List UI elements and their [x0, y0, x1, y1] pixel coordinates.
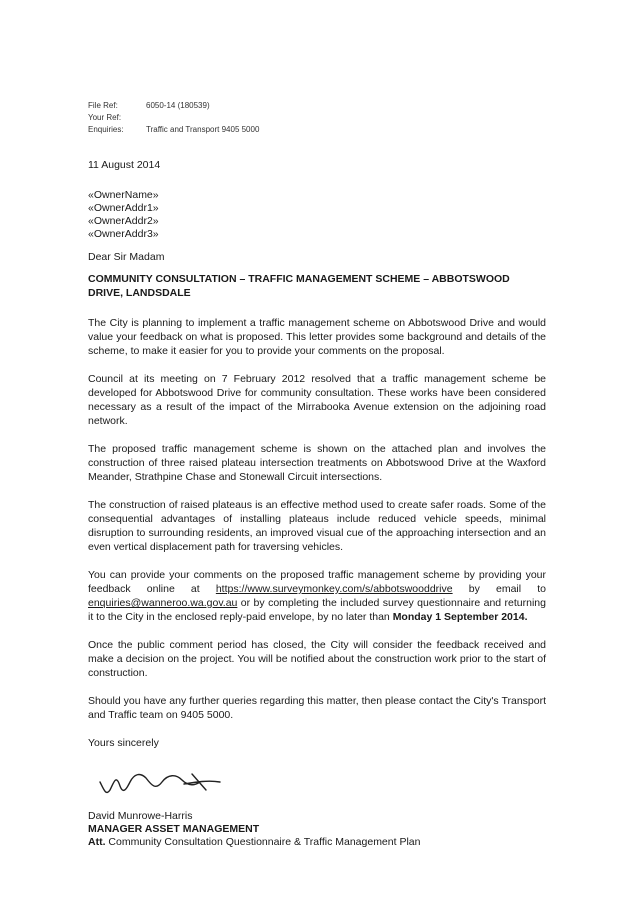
attachment-line: [88, 836, 546, 849]
deadline-date: Monday 1 September 2014.: [392, 611, 528, 623]
attachment-text: Community Consultation Questionnaire & Traffic Management Plan: [105, 836, 421, 848]
attachment-label: Att.: [88, 836, 106, 848]
paragraph-council: Council at its meeting on 7 February 2012 resolved that a traffic management scheme be developed for Abbotswood Drive for community consultation. These works have been considered necessary as a result of the impact of the Mirrabooka Avenue extension on the adjoining road network.: [88, 373, 546, 427]
paragraph-decision: Once the public comment period has closed, the City will consider the feedback received and make a decision on the project. You will be notified about the construction work prior to the start of construction.: [88, 639, 546, 679]
closing: Yours sincerely: [88, 737, 159, 749]
signature-image: [96, 760, 226, 804]
address-line-1: «OwnerAddr1»: [88, 202, 159, 214]
email-link[interactable]: enquiries@wanneroo.wa.gov.au: [88, 597, 238, 609]
enquiries-label: Enquiries:: [88, 125, 124, 134]
feedback-text-1: You can provide your comments on the proposed traffic management scheme by providing your feedback online at: [88, 569, 546, 595]
address-line-2: «OwnerAddr2»: [88, 215, 159, 227]
your-ref-row: [88, 112, 259, 124]
signatory-title: MANAGER ASSET MANAGEMENT: [88, 823, 260, 835]
address-line-3: «OwnerAddr3»: [88, 228, 159, 240]
recipient-address: [88, 189, 546, 241]
file-ref-label: File Ref:: [88, 101, 118, 110]
subject-line: COMMUNITY CONSULTATION – TRAFFIC MANAGEMENT SCHEME – ABBOTSWOOD DRIVE, LANDSDALE: [88, 273, 510, 299]
salutation: Dear Sir Madam: [88, 251, 165, 263]
enquiries-value: Traffic and Transport 9405 5000: [146, 125, 260, 134]
letter-body: [88, 158, 546, 849]
paragraph-contact: Should you have any further queries regarding this matter, then please contact the City's Transport and Traffic team on 9405 5000.: [88, 695, 546, 721]
paragraph-intro: The City is planning to implement a traffic management scheme on Abbotswood Drive and would value your feedback on what is proposed. This letter provides some background and details of the scheme, to make it easier for you to provide your comments on the proposal.: [88, 317, 546, 357]
paragraph-feedback: [88, 568, 546, 624]
feedback-text-2: by email to: [452, 583, 546, 595]
address-line-name: «OwnerName»: [88, 189, 159, 201]
your-ref-label: Your Ref:: [88, 113, 122, 122]
signatory-name: David Munrowe-Harris: [88, 810, 193, 822]
feedback-text-3: or by completing the included survey questionnaire and returning it to the City in the enclosed reply-paid envelope, by no later than: [88, 597, 546, 623]
file-ref-value: 6050-14 (180539): [146, 101, 210, 110]
paragraph-plateaus: The construction of raised plateaus is an effective method used to create safer roads. Some of the consequential advantages of installing plateaus include reduced vehicle speeds, minimal disruption to surrounding residents, an improved visual cue of the approaching intersection and an even vertical displacement path for traversing vehicles.: [88, 499, 546, 553]
letter-date: 11 August 2014: [88, 159, 161, 171]
file-ref-row: [88, 100, 259, 112]
reference-block: [88, 100, 259, 136]
paragraph-scheme: The proposed traffic management scheme is shown on the attached plan and involves the construction of three raised plateau intersection treatments on Abbotswood Drive at the Waxford Meander, Strathpine Chase and Stonewall Circuit intersections.: [88, 443, 546, 483]
survey-link[interactable]: https://www.surveymonkey.com/s/abbotswooddrive: [215, 583, 453, 595]
enquiries-row: [88, 124, 259, 136]
